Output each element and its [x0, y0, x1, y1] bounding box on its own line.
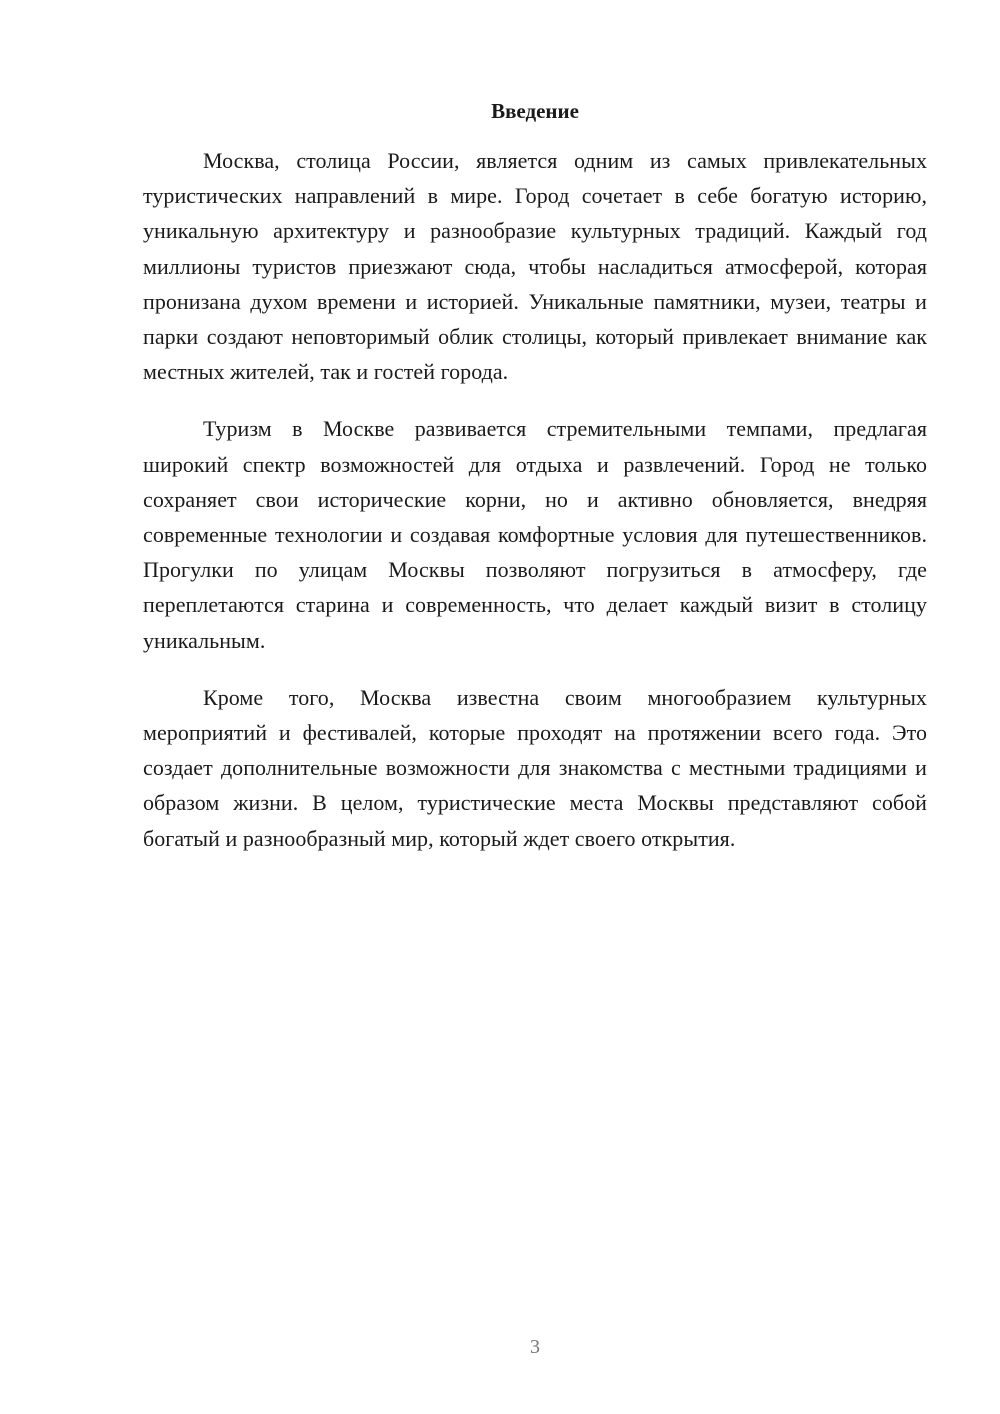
paragraph-2: Туризм в Москве развивается стремительными темпами, предлагая широкий спектр возможностей для отдыха и развлечений. Город не только сохраняет свои исторические корни, но и активно обновляется, внедряя современные технологии и создавая комфортные условия для путешественников. Прогулки по улицам Москвы позволяют погрузиться в атмосферу, где переплетаются старина и современность, что делает каждый визит в столицу уникальным. [143, 416, 927, 653]
document-body [143, 143, 927, 878]
page-number: 3 [530, 1336, 540, 1358]
paragraph-1: Москва, столица России, является одним из самых привлекательных туристических направлений в мире. Город сочетает в себе богатую историю, уникальную архитектуру и разнообразие культурных традиций. Каждый год миллионы туристов приезжают сюда, чтобы насладиться атмосферой, которая пронизана духом времени и историей. Уникальные памятники, музеи, театры и парки создают неповторимый облик столицы, который привлекает внимание как местных жителей, так и гостей города. [143, 148, 927, 385]
page-title: Введение [491, 99, 579, 123]
paragraph-3: Кроме того, Москва известна своим многообразием культурных мероприятий и фестивалей, которые проходят на протяжении всего года. Это создает дополнительные возможности для знакомства с местными традициями и образом жизни. В целом, туристические места Москвы представляют собой богатый и разнообразный мир, который ждет своего открытия. [143, 684, 927, 851]
